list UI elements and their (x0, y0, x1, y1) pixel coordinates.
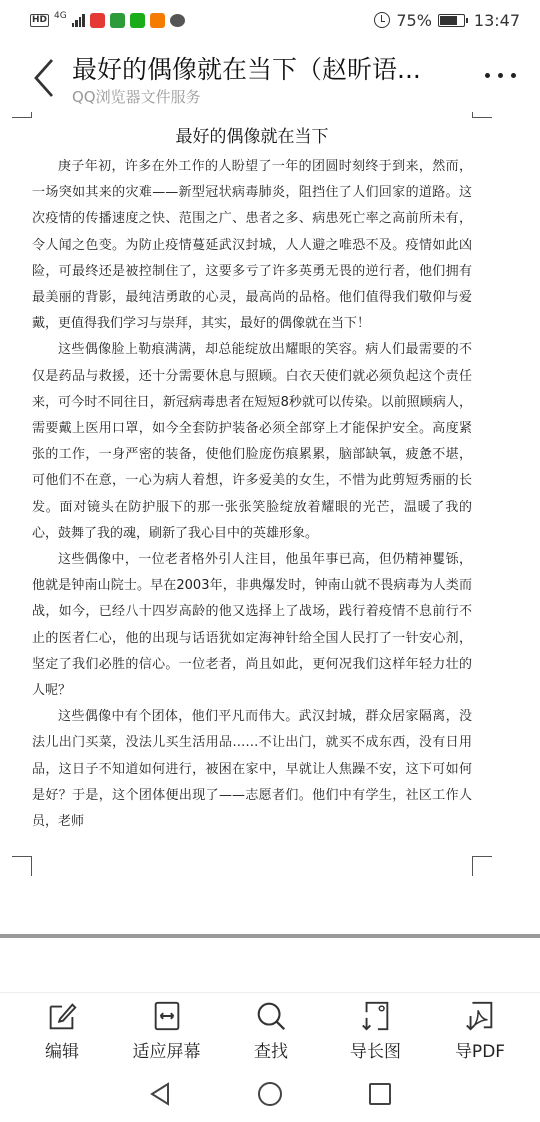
file-title: 最好的偶像就在当下（赵昕语... (72, 55, 421, 84)
dot-icon (485, 73, 490, 78)
export-pdf-icon (462, 999, 498, 1033)
fit-screen-label: 适应屏幕 (132, 1042, 201, 1062)
nav-recents-button[interactable] (365, 1079, 395, 1109)
edit-button[interactable] (16, 993, 108, 1062)
square-recents-icon (367, 1081, 393, 1107)
paragraph: 这些偶像中，一位老者格外引人注目，他虽年事已高，但仍精神矍铄，他就是钟南山院士。早在2003年，非典爆发时，钟南山就不畏病毒为人类而战，如今，已经八十四岁高龄的他又选择上了战场，践行着疫情不息前行不止的医者仁心，他的出现与话语犹如定海神针给全国人民打了一针安心剂，坚定了我们必胜的信心。一位老者，尚且如此，更何况我们这样年轻力壮的人呢？ (32, 552, 472, 699)
export-image-icon (358, 999, 394, 1033)
app-notification-icon (90, 13, 105, 28)
app-header (0, 40, 540, 112)
signal-icon (72, 14, 85, 27)
app-notification-icon (130, 13, 145, 28)
document-body (32, 154, 472, 835)
status-icons-left (30, 10, 185, 28)
status-bar (0, 0, 540, 40)
nav-back-button[interactable] (145, 1079, 175, 1109)
alarm-icon (374, 12, 390, 28)
battery-icon (438, 14, 465, 27)
back-button[interactable] (30, 56, 60, 100)
status-icons-right (374, 11, 520, 30)
page-corner-mark (472, 856, 492, 876)
search-label: 查找 (254, 1042, 288, 1062)
edit-icon (44, 999, 80, 1033)
more-options-button[interactable] (485, 73, 516, 78)
paragraph: 这些偶像中有个团体，他们平凡而伟大。武汉封城，群众居家隔离，没法儿出门买菜，没法儿买生活用品……不让出门，就买不成东西，没有日用品，这日子不知道如何进行，被困在家中，早就让人焦躁不安，这下可如何是好？于是，这个团体便出现了——志愿者们。他们中有学生，社区工作人员，老师 (32, 709, 472, 830)
paragraph: 庚子年初，许多在外工作的人盼望了一年的团圆时刻终于到来，然而，一场突如其来的灾难——新型冠状病毒肺炎，阻挡住了人们回家的道路。这次疫情的传播速度之快、范围之广、患者之多、病患死亡率之高前所未有，令人闻之色变。为防止疫情蔓延武汉封城，人人避之唯恐不及。疫情如此凶险，可最终还是被控制住了，这要多亏了许多英勇无畏的逆行者，他们拥有最美丽的背影，最纯洁勇敢的心灵，最高尚的品格。他们值得我们敬仰与爱戴，更值得我们学习与崇拜，其实，最好的偶像就在当下！ (32, 159, 472, 332)
system-nav-bar (0, 1066, 540, 1122)
video-app-icon (150, 13, 165, 28)
export-image-button[interactable] (330, 993, 422, 1062)
nav-home-button[interactable] (255, 1079, 285, 1109)
network-type: 4G (54, 10, 67, 21)
paragraph: 这些偶像脸上勒痕满满，却总能绽放出耀眼的笑容。病人们最需要的不仅是药品与救援，还十分需要休息与照顾。白衣天使们就必须负起这个责任来，可今时不同往日，新冠病毒患者在短短8秒就可以传染。以前照顾病人，需要戴上医用口罩，如今全套防护装备必须全部穿上才能保护安全。高度紧张的工作，一身严密的装备，使他们脸庞伤痕累累，脑部缺氧，疲惫不堪，可他们不在意，一心为病人着想，许多爱美的女生，不惜为此剪短秀丽的长发。面对镜头在防护服下的那一张张笑脸绽放着耀眼的光芒，温暖了我的心，鼓舞了我的魂，刷新了我心目中的英雄形象。 (32, 342, 472, 541)
page-divider (0, 934, 540, 938)
page-corner-mark (472, 112, 492, 118)
clock: 13:47 (473, 10, 520, 30)
dot-icon (511, 73, 516, 78)
file-source: QQ浏览器文件服务 (72, 88, 201, 106)
export-pdf-label: 导PDF (454, 1042, 506, 1062)
triangle-back-icon (148, 1081, 172, 1107)
page-corner-mark (12, 112, 32, 118)
fit-screen-button[interactable] (121, 993, 213, 1062)
document-title: 最好的偶像就在当下 (175, 127, 329, 147)
export-image-label: 导长图 (350, 1042, 401, 1062)
bottom-toolbar (0, 992, 540, 1062)
hd-icon: HD (32, 14, 48, 25)
page-corner-mark (12, 856, 32, 876)
fit-screen-icon (149, 999, 185, 1033)
export-pdf-button[interactable] (434, 993, 526, 1062)
document-page[interactable] (0, 112, 540, 930)
search-icon (253, 999, 289, 1033)
search-button[interactable] (225, 993, 317, 1062)
battery-percent: 75% (396, 10, 432, 30)
chat-notification-icon (170, 14, 185, 27)
back-arrow-icon (30, 56, 60, 100)
app-notification-icon (110, 13, 125, 28)
edit-label: 编辑 (45, 1042, 79, 1062)
circle-home-icon (256, 1080, 284, 1108)
dot-icon (498, 73, 503, 78)
